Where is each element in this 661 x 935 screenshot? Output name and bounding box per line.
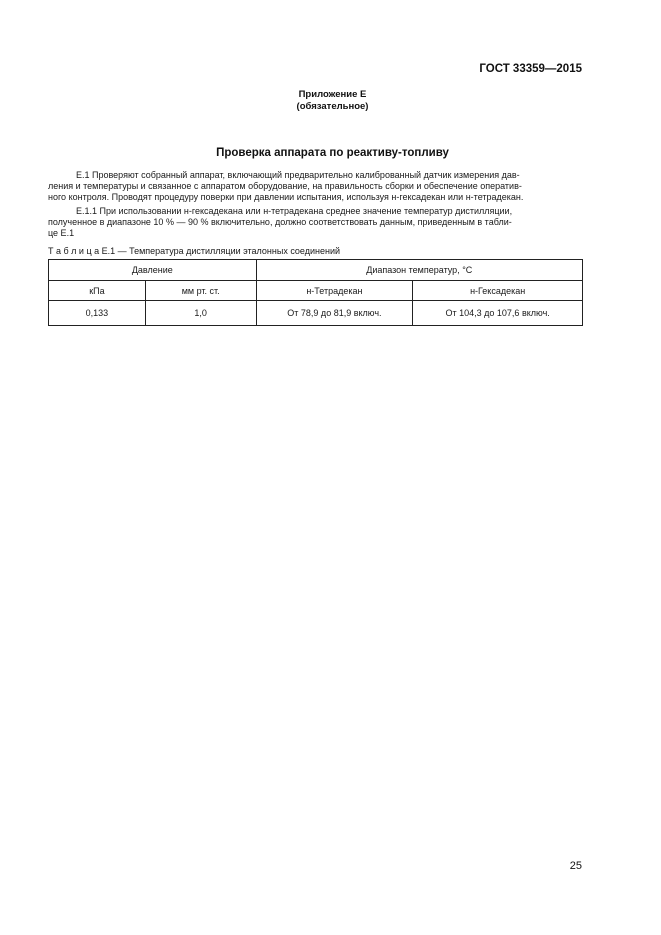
cell-mmhg: 1,0 <box>145 301 256 326</box>
annex-status: (обязательное) <box>296 101 369 112</box>
section-title: Проверка аппарата по реактиву-топливу <box>216 147 449 159</box>
annex-title: Приложение Е <box>298 89 367 100</box>
subheader-mmhg: мм рт. ст. <box>145 281 256 301</box>
subheader-tetradecane: н-Тетрадекан <box>256 281 413 301</box>
header-temperature-range: Диапазон температур, °С <box>256 260 582 281</box>
table-row <box>49 301 583 326</box>
annex-heading <box>0 89 661 113</box>
standard-number: ГОСТ 33359—2015 <box>479 63 582 75</box>
paragraph-e11 <box>48 206 583 239</box>
paragraph-line: Е.1 Проверяют собранный аппарат, включающий предварительно калиброванный датчик измерения дав- <box>76 170 520 180</box>
paragraph-line: полученное в диапазоне 10 % — 90 % включительно, должно соответствовать данным, приведенным в табли- <box>48 217 512 227</box>
table-header-row <box>49 260 583 281</box>
table-subheader-row <box>49 281 583 301</box>
page-number: 25 <box>569 860 582 872</box>
paragraph-line: ного контроля. Проводят процедуру поверки при давлении испытания, используя н-гексадекан или н-тетрадекан. <box>48 192 524 202</box>
cell-kpa: 0,133 <box>49 301 146 326</box>
cell-hexadecane: От 104,3 до 107,6 включ. <box>413 301 583 326</box>
paragraph-line: Е.1.1 При использовании н-гексадекана или н-тетрадекана среднее значение температур дистилляции, <box>76 206 513 216</box>
paragraph-e1 <box>48 170 583 203</box>
paragraph-line: це Е.1 <box>48 228 75 238</box>
header-pressure: Давление <box>49 260 257 281</box>
paragraph-line: ления и температуры и связанное с аппаратом оборудование, на правильность сборки и обеспечение оператив- <box>48 181 522 191</box>
cell-tetradecane: От 78,9 до 81,9 включ. <box>256 301 413 326</box>
table-caption: Т а б л и ц а Е.1 — Температура дистилляции эталонных соединений <box>48 246 341 256</box>
subheader-hexadecane: н-Гексадекан <box>413 281 583 301</box>
subheader-kpa: кПа <box>49 281 146 301</box>
distillation-table <box>48 259 583 326</box>
